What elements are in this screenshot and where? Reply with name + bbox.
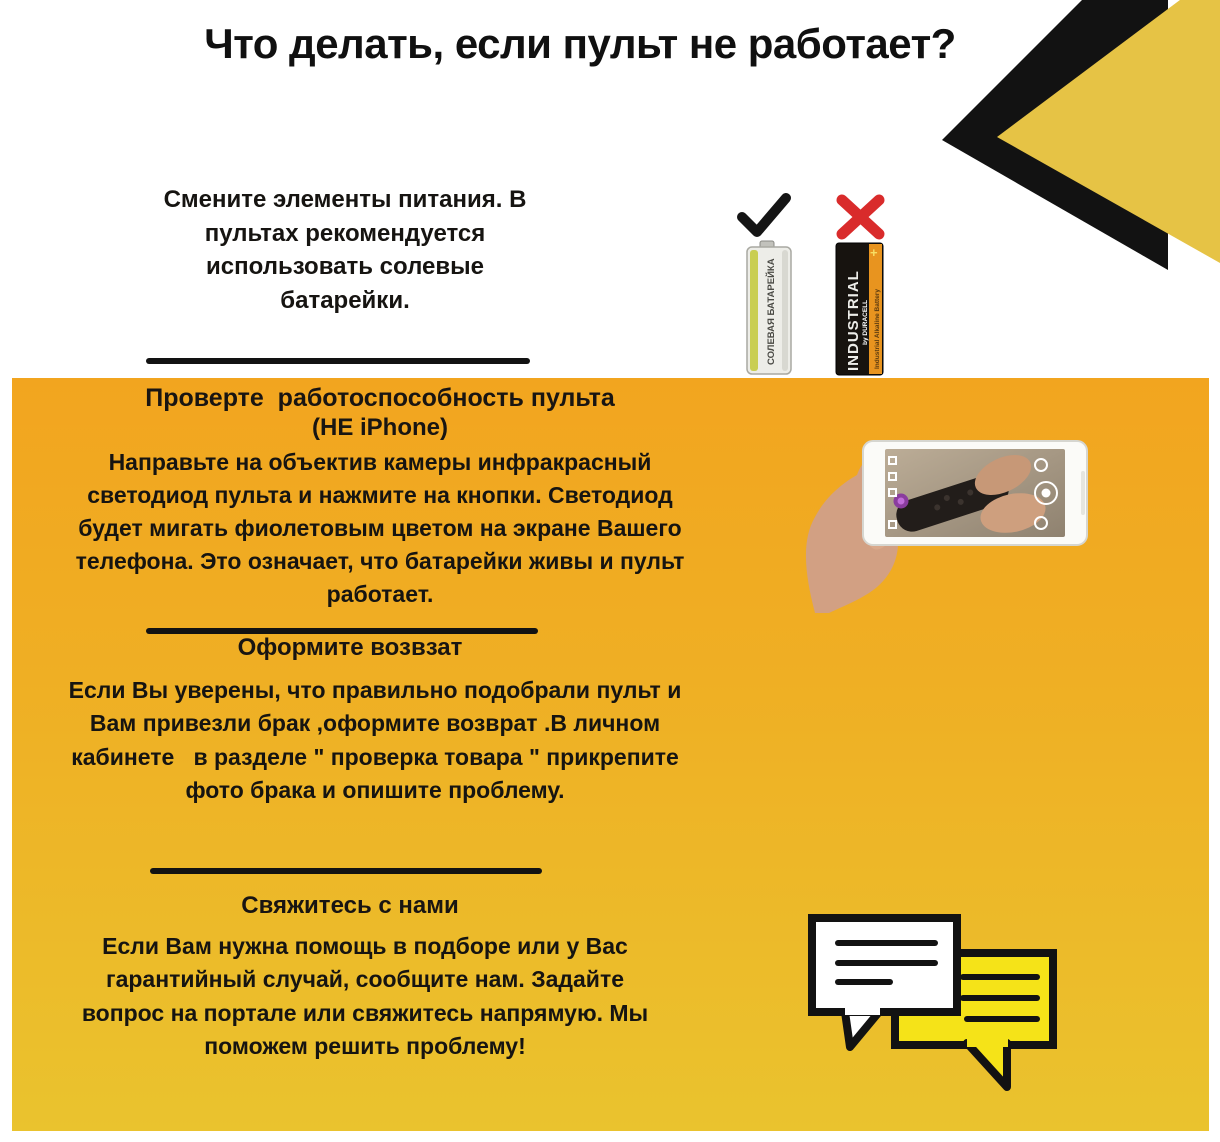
chat-bubbles-icon bbox=[795, 903, 1095, 1098]
section-batteries-text: Смените элементы питания. В пультах рекомендуется использовать солевые батарейки. bbox=[163, 186, 527, 314]
section-check-subheading: (НЕ iPhone) bbox=[312, 414, 448, 441]
salt-battery-label: СОЛЕВАЯ БАТАРЕЙКА bbox=[766, 258, 777, 365]
check-icon bbox=[742, 198, 786, 232]
section-check-body: Направьте на объектив камеры инфракрасный светодиод пульта и нажмите на кнопки. Светодиод будет мигать фиолетовым цветом на экране Вашего телефона. Это означает, что батарейки живы и пульт работает. bbox=[75, 449, 685, 607]
duracell-brand-label: INDUSTRIAL bbox=[845, 270, 862, 371]
section-check-heading: Проверте работоспособность пульта bbox=[145, 384, 615, 412]
salt-battery-image bbox=[747, 241, 791, 374]
section-contact-heading: Свяжитесь с нами bbox=[241, 892, 459, 919]
hand-phone-camera-image bbox=[785, 413, 1105, 613]
duracell-plus-label: + bbox=[870, 245, 878, 260]
section-return-heading: Оформите возвзат bbox=[237, 634, 463, 661]
duracell-battery-image bbox=[836, 243, 883, 375]
batteries-illustration bbox=[730, 193, 900, 388]
phone-side-button bbox=[1081, 471, 1085, 515]
page-title: Что делать, если пульт не работает? bbox=[204, 20, 956, 67]
purple-led-core bbox=[898, 498, 905, 505]
cross-icon bbox=[842, 200, 879, 234]
divider-line bbox=[150, 868, 542, 874]
section-contact-body: Если Вам нужна помощь в подборе или у Вас гарантийный случай, сообщите нам. Задайте вопрос на портале или свяжитесь напрямую. Мы поможем решить проблему! bbox=[81, 933, 649, 1060]
duracell-sub-label: by DURACELL bbox=[862, 299, 869, 345]
duracell-side-label: Industrial Alkaline Battery bbox=[874, 289, 881, 369]
section-return-body: Если Вы уверены, что правильно подобрали пульт и Вам привезли брак ,оформите возврат .В личном кабинете в разделе " проверка товара " прикрепите фото брака и опишите проблему. bbox=[68, 677, 688, 804]
divider-line bbox=[146, 358, 530, 364]
